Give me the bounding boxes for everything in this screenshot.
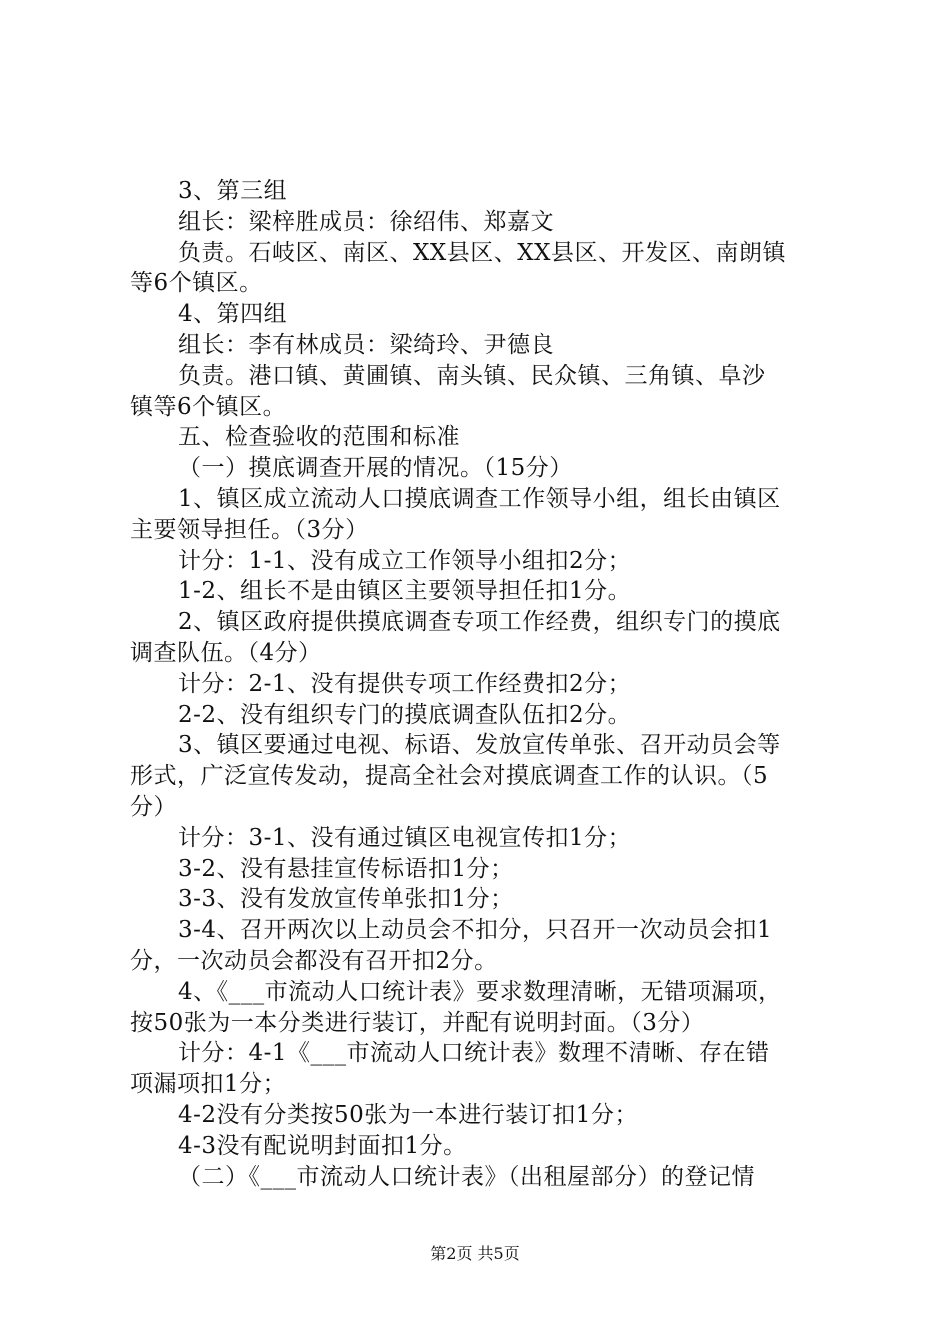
text-line: 分，一次动员会都没有召开扣2分。 [130, 947, 498, 974]
text-line: 调查队伍。（4分） [130, 639, 322, 666]
text-line: 2-2、没有组织专门的摸底调查队伍扣2分。 [178, 701, 632, 728]
text-line: 3、镇区要通过电视、标语、发放宣传单张、召开动员会等 [178, 732, 781, 759]
text-line: 项漏项扣1分； [130, 1071, 287, 1098]
document-body [130, 176, 832, 1192]
text-line: （一）摸底调查开展的情况。（15分） [178, 455, 573, 482]
text-line: 计分：3-1、没有通过镇区电视宣传扣1分； [178, 824, 632, 851]
text-line: 2、镇区政府提供摸底调查专项工作经费，组织专门的摸底 [178, 609, 781, 636]
text-line: 1、镇区成立流动人口摸底调查工作领导小组，组长由镇区 [178, 485, 781, 512]
text-line: 镇等6个镇区。 [130, 393, 287, 420]
text-line: 组长：李有林成员：梁绮玲、尹德良 [178, 331, 554, 358]
text-line: 主要领导担任。（3分） [130, 516, 369, 543]
text-line: 4、《___市流动人口统计表》要求数理清晰，无错项漏项， [178, 978, 782, 1005]
text-line: 1-2、组长不是由镇区主要领导担任扣1分。 [178, 578, 632, 605]
text-line: 负责。石岐区、南区、XX县区、XX县区、开发区、南朗镇 [178, 239, 786, 266]
text-line: 计分：1-1、没有成立工作领导小组扣2分； [178, 547, 632, 574]
text-line: 3-2、没有悬挂宣传标语扣1分； [178, 855, 514, 882]
text-line: 4-2没有分类按50张为一本进行装订扣1分； [178, 1101, 638, 1128]
text-line: 按50张为一本分类进行装订，并配有说明封面。（3分） [130, 1009, 705, 1036]
page-footer: 第2页 共5页 [430, 1244, 520, 1263]
text-line: 3-3、没有发放宣传单张扣1分； [178, 886, 514, 913]
text-line: 负责。港口镇、黄圃镇、南头镇、民众镇、三角镇、阜沙 [178, 362, 766, 389]
text-line: 计分：2-1、没有提供专项工作经费扣2分； [178, 670, 632, 697]
text-line: 形式，广泛宣传发动，提高全社会对摸底调查工作的认识。（5 [130, 763, 769, 790]
text-line: 分） [130, 793, 177, 820]
text-line: 计分：4-1《___市流动人口统计表》数理不清晰、存在错 [178, 1040, 770, 1067]
text-line: 4、第四组 [178, 301, 288, 328]
text-line: 4-3没有配说明封面扣1分。 [178, 1132, 467, 1159]
text-line: 3、第三组 [178, 178, 288, 204]
text-line: 组长：梁梓胜成员：徐绍伟、郑嘉文 [178, 208, 554, 235]
text-line: 3-4、召开两次以上动员会不扣分，只召开一次动员会扣1 [178, 917, 773, 944]
text-line: 等6个镇区。 [130, 270, 263, 297]
text-line: （二）《___市流动人口统计表》（出租屋部分）的登记情 [178, 1163, 755, 1190]
text-line: 五、检查验收的范围和标准 [178, 424, 460, 451]
